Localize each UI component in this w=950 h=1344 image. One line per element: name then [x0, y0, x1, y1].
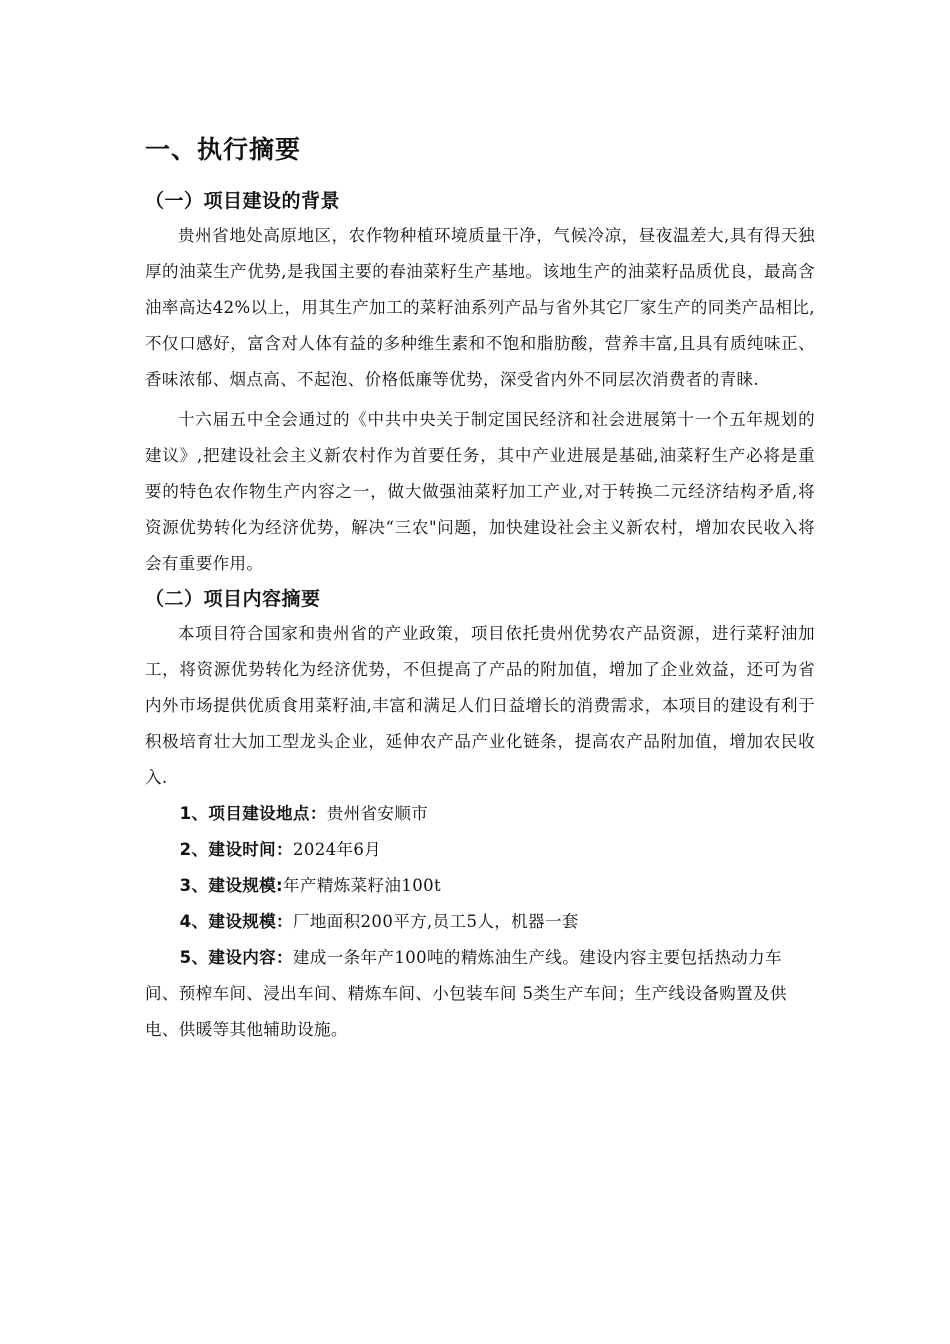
page-title: 一、执行摘要 — [145, 135, 302, 164]
list-item-scale-output — [145, 868, 815, 904]
list-item-content — [145, 940, 815, 1048]
list-item-location — [145, 796, 815, 832]
item-label: 4、建设规模： — [179, 912, 293, 931]
paragraph-summary-1: 本项目符合国家和贵州省的产业政策，项目依托贵州优势农产品资源，进行菜籽油加工，将资源优势转化为经济优势，不但提高了产品的附加值，增加了企业效益，还可为省内外市场提供优质食用菜籽油,丰富和满足人们日益增长的消费需求，本项目的建设有利于积极培育壮大加工型龙头企业，延伸农产品产业化链条，提高农产品附加值，增加农民收入. — [145, 624, 815, 787]
paragraph-background-1: 贵州省地处高原地区，农作物种植环境质量干净，气候冷凉，昼夜温差大,具有得天独厚的油菜生产优势,是我国主要的春油菜籽生产基地。该地生产的油菜籽品质优良，最高含油率高达42%以上，用其生产加工的菜籽油系列产品与省外其它厂家生产的同类产品相比,不仅口感好，富含对人体有益的多种维生素和不饱和脂肪酸，营养丰富,且具有质纯味正、香味浓郁、烟点高、不起泡、价格低廉等优势，深受省内外不同层次消费者的青睐. — [145, 226, 815, 389]
item-label: 2、建设时间： — [179, 840, 293, 859]
item-label: 1、项目建设地点： — [179, 804, 327, 823]
section-title-summary: （二）项目内容摘要 — [145, 588, 321, 610]
item-value: 年产精炼菜籽油100t — [283, 876, 442, 895]
list-item-time — [145, 832, 815, 868]
list-item-scale-site — [145, 904, 815, 940]
item-value: 建成一条年产100吨的精炼油生产线。建设内容主要包括热动力车间、预榨车间、浸出车间、精炼车间、小包装车间 5类生产车间；生产线设备购置及供电、供暖等其他辅助设施。 — [145, 948, 787, 1039]
paragraph-background-2: 十六届五中全会通过的《中共中央关于制定国民经济和社会进展第十一个五年规划的建议》,把建设社会主义新农村作为首要任务，其中产业进展是基础,油菜籽生产必将是重要的特色农作物生产内容之一，做大做强油菜籽加工产业,对于转换二元经济结构矛盾,将资源优势转化为经济优势，解决“三农"问题，加快建设社会主义新农村，增加农民收入将会有重要作用。 — [145, 410, 815, 573]
document-content — [145, 132, 815, 1048]
item-value: 贵州省安顺市 — [326, 804, 429, 823]
item-label: 3、建设规模: — [179, 876, 284, 895]
item-value: 厂地面积200平方,员工5人，机器一套 — [292, 912, 579, 931]
item-value: 2024年6月 — [292, 840, 382, 859]
section-title-background: （一）项目建设的背景 — [145, 190, 341, 212]
item-label: 5、建设内容： — [179, 948, 293, 967]
